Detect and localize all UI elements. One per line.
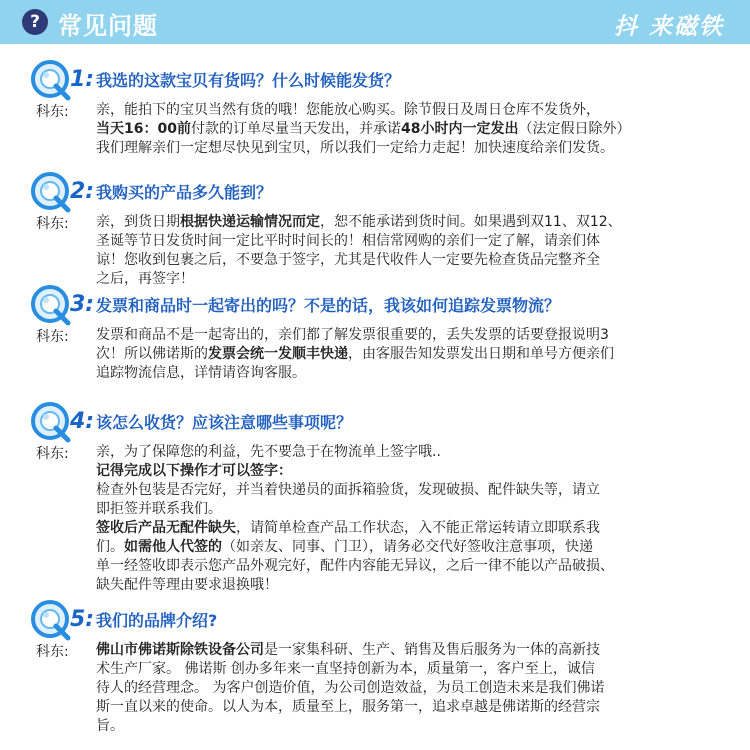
- answer-segment: 之后，再签字！: [96, 271, 194, 287]
- question-number: 3:: [70, 292, 95, 317]
- answer-segment: （如亲友、同事、门卫），请务必交代好签收注意事项，快递: [222, 539, 593, 555]
- answer-segment: 术生产厂家。 佛诺斯 创办多年来一直坚持创新为本，质量第一，客户至上，诚信: [96, 661, 595, 677]
- answer-segment: ，请简单检查产品工作状态，入不能正常运转请立即联系我: [236, 520, 600, 536]
- answer-segment: （法定假日除外）: [518, 121, 631, 137]
- answer-segment: 检查外包装是否完好，并当着快递员的面拆箱验货，发现破损、配件缺失等，请立: [96, 482, 600, 498]
- answer-line: [96, 443, 716, 462]
- answer-text: [96, 101, 716, 158]
- question-text: 我选的这款宝贝有货吗？什么时候能发货？: [96, 71, 401, 90]
- answer-line: [96, 538, 716, 557]
- answer-segment: 是一家集科研、生产、销售及售后服务为一体的高新技: [264, 642, 600, 658]
- answer-line: [96, 462, 716, 481]
- answer-line: [96, 679, 716, 698]
- question-number: 2:: [70, 179, 95, 204]
- answer-line: [96, 101, 716, 120]
- q-badge-icon: [30, 170, 94, 216]
- answer-segment: 们。: [96, 539, 124, 555]
- answer-emphasis: 记得完成以下操作才可以签字：: [96, 463, 292, 479]
- answer-segment: 付款的订单尽量当天发出，并承诺: [190, 121, 401, 137]
- answer-text: [96, 443, 716, 595]
- question-text: 我们的品牌介绍?: [96, 611, 218, 630]
- answer-segment: 谅！您收到包裹之后，不要急于签字，尤其是代收件人一定要先检查货品完整齐全: [96, 252, 600, 268]
- question-text: 我购买的产品多久能到？: [96, 183, 273, 202]
- answer-line: [96, 270, 716, 289]
- question-text: 发票和商品时一起寄出的吗？不是的话，我该如何追踪发票物流？: [96, 296, 561, 315]
- answer-line: [96, 232, 716, 251]
- answer-segment: 旨。: [96, 718, 124, 734]
- q-badge-icon: [30, 400, 94, 446]
- header-bar: [0, 0, 750, 44]
- page-title: 常见问题: [58, 12, 158, 40]
- answer-line: [96, 519, 716, 538]
- answer-segment: 圣诞等节日发货时间一定比平时时间长的！相信常网购的亲们一定了解，请亲们体: [96, 233, 600, 249]
- question-mark-icon: ?: [22, 9, 48, 35]
- q-badge-icon: [30, 58, 94, 104]
- speaker-label: 科东:: [36, 216, 69, 232]
- answer-segment: 亲，能拍下的宝贝当然有货的哦！您能放心购买。除节假日及周日仓库不发货外，: [96, 102, 600, 118]
- question-number: 5:: [70, 607, 95, 632]
- answer-segment: 我们理解亲们一定想尽快见到宝贝，所以我们一定给力走起！加快速度给亲们发货。: [96, 140, 614, 156]
- question-text: 该怎么收货？应该注意哪些事项呢？: [96, 413, 353, 432]
- answer-line: [96, 500, 716, 519]
- speaker-label: 科东:: [36, 104, 69, 120]
- question-number: 1:: [70, 67, 95, 92]
- answer-line: [96, 557, 716, 576]
- answer-segment: 亲，为了保障您的利益，先不要急于在物流单上签字哦..: [96, 444, 441, 460]
- answer-line: [96, 120, 716, 139]
- answer-line: [96, 576, 716, 595]
- answer-emphasis: 发票会统一发顺丰快递: [208, 346, 348, 362]
- answer-emphasis: 佛山市佛诺斯除铁设备公司: [96, 642, 264, 658]
- answer-emphasis: 当天16：00前: [96, 121, 191, 137]
- answer-segment: 亲，到货日期: [96, 214, 180, 230]
- answer-line: [96, 251, 716, 270]
- answer-line: [96, 481, 716, 500]
- speaker-label: 科东:: [36, 446, 69, 462]
- answer-line: [96, 139, 716, 158]
- answer-segment: 单一经签收即表示您产品外观完好，配件内容能无异议，之后一律不能以产品破损、: [96, 558, 614, 574]
- q-badge-icon: [30, 283, 94, 329]
- answer-line: [96, 345, 716, 364]
- answer-segment: 缺失配件等理由要求退换哦！: [96, 577, 278, 593]
- answer-line: [96, 698, 716, 717]
- answer-segment: ，恕不能承诺到货时间。如果遇到双11、双12、: [320, 214, 622, 230]
- answer-segment: 即拒签并联系我们。: [96, 501, 222, 517]
- answer-segment: 发票和商品不是一起寄出的，亲们都了解发票很重要的，丢失发票的话要登报说明3: [96, 327, 609, 343]
- answer-text: [96, 326, 716, 383]
- answer-emphasis: 如需他人代签的: [124, 539, 222, 555]
- question-number: 4:: [70, 409, 95, 434]
- answer-line: [96, 717, 716, 736]
- answer-emphasis: 根据快递运输情况而定: [180, 214, 320, 230]
- q-badge-icon: [30, 598, 94, 644]
- answer-text: [96, 213, 716, 289]
- answer-segment: 追踪物流信息，详情请咨询客服。: [96, 365, 306, 381]
- brand-logo-text: 抖 来磁铁: [613, 14, 724, 40]
- answer-line: [96, 660, 716, 679]
- answer-segment: 斯一直以来的使命。以人为本，质量至上，服务第一，追求卓越是佛诺斯的经营宗: [96, 699, 600, 715]
- answer-line: [96, 641, 716, 660]
- answer-line: [96, 213, 716, 232]
- answer-emphasis: 48小时内一定发出: [400, 121, 519, 137]
- answer-line: [96, 326, 716, 345]
- answer-line: [96, 364, 716, 383]
- answer-text: [96, 641, 716, 736]
- answer-segment: 次！所以佛诺斯的: [96, 346, 208, 362]
- answer-segment: ，由客服告知发票发出日期和单号方便亲们: [348, 346, 614, 362]
- speaker-label: 科东:: [36, 329, 69, 345]
- speaker-label: 科东:: [36, 644, 69, 660]
- answer-emphasis: 签收后产品无配件缺失: [96, 520, 236, 536]
- answer-segment: 待人的经营理念。 为客户创造价值，为公司创造效益，为员工创造未来是我们佛诺: [96, 680, 605, 696]
